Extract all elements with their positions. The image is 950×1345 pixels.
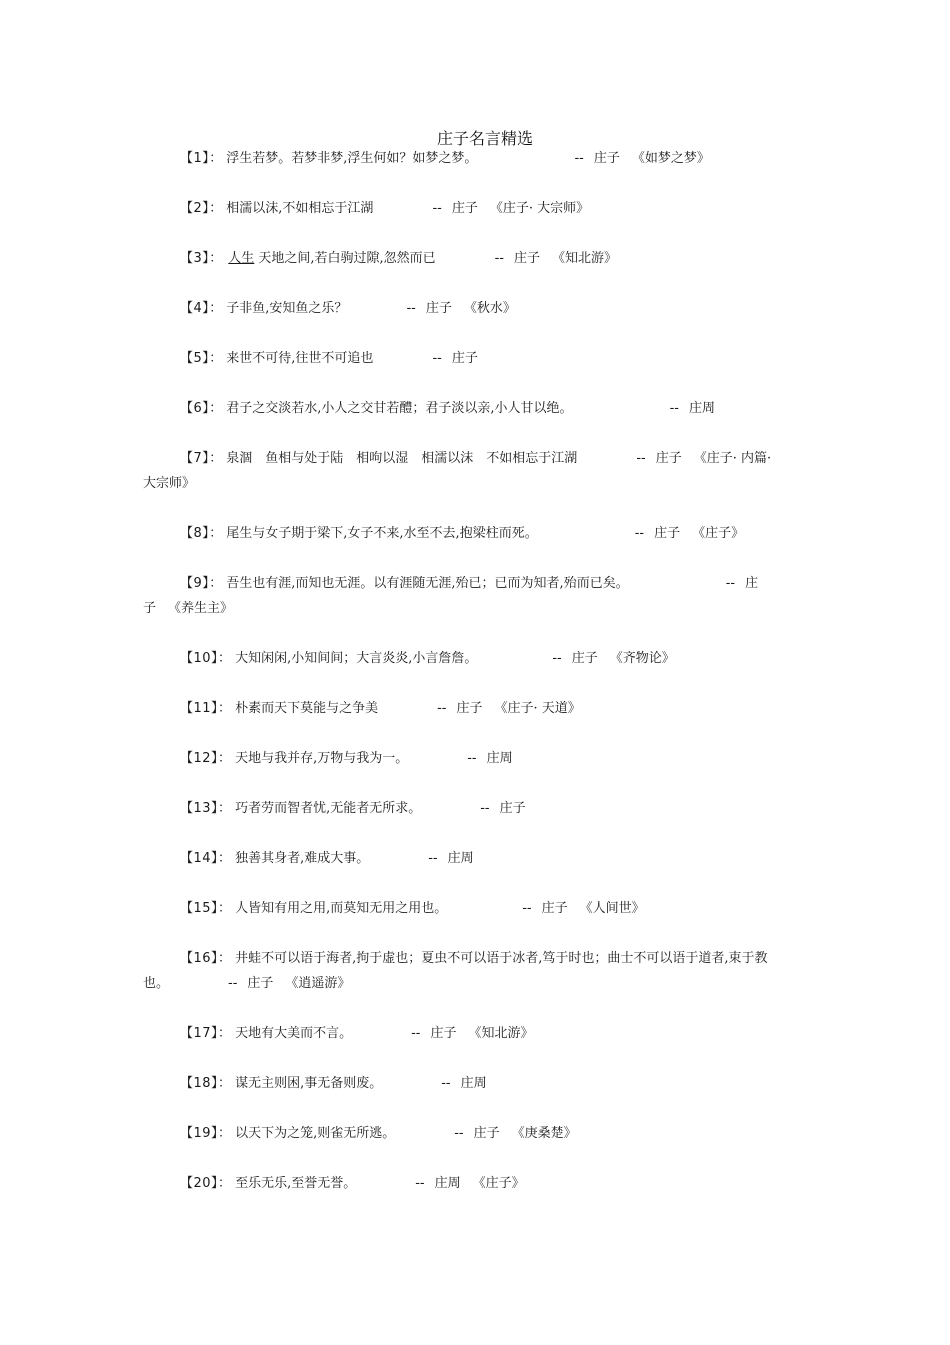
quote-source: 《知北游》: [468, 1026, 534, 1041]
quote-item: [143, 446, 783, 496]
quote-author: 庄子: [473, 1126, 500, 1141]
quote-item: [143, 346, 783, 371]
quote-separator: ：: [218, 1026, 232, 1041]
quote-item: [143, 1121, 783, 1146]
quote-number: 【20】: [180, 1176, 219, 1191]
quote-number: 【1】: [180, 151, 210, 166]
quote-dash: --: [406, 301, 416, 316]
quote-source: 《知北游》: [551, 251, 617, 266]
quote-text: 泉涸 鱼相与处于陆 相呴以湿 相濡以沫 不如相忘于江湖: [226, 451, 578, 466]
quote-dash: --: [432, 201, 442, 216]
quote-text: 以天下为之笼,则雀无所逃。: [235, 1126, 396, 1141]
quote-source: 《齐物论》: [609, 651, 675, 666]
quote-number: 【12】: [180, 751, 219, 766]
quote-author: 庄子: [499, 801, 526, 816]
quote-separator: ：: [209, 526, 223, 541]
quote-author: 庄子: [425, 301, 452, 316]
quote-item: [143, 571, 783, 621]
quote-separator: ：: [209, 301, 223, 316]
quote-author: 庄子: [571, 651, 598, 666]
quote-source: 《养生主》: [168, 601, 234, 616]
quote-dash: --: [467, 751, 477, 766]
quote-item: [143, 396, 783, 421]
quote-source: 《庄子》: [692, 526, 745, 541]
quote-separator: ：: [218, 1126, 232, 1141]
quote-text: 尾生与女子期于梁下,女子不来,水至不去,抱梁柱而死。: [226, 526, 538, 541]
quote-item: [143, 796, 783, 821]
quote-separator: ：: [218, 701, 232, 716]
quote-number: 【3】: [180, 251, 210, 266]
quote-author: 庄子: [541, 901, 568, 916]
quote-source: 《庄子· 内篇· 大宗师》: [143, 451, 772, 491]
quote-dash: --: [228, 976, 238, 991]
quote-text: 井蛙不可以语于海者,拘于虚也；夏虫不可以语于冰者,笃于时也；曲士不可以语于道者,束于教也。: [143, 951, 768, 991]
quote-separator: ：: [218, 851, 232, 866]
quote-text: 君子之交淡若水,小人之交甘若醴；君子淡以亲,小人甘以绝。: [226, 401, 573, 416]
quote-author: 庄周: [460, 1076, 487, 1091]
quote-dash: --: [437, 701, 447, 716]
quote-item: [143, 521, 783, 546]
quote-number: 【16】: [180, 951, 219, 966]
quote-text: 大知闲闲,小知间间；大言炎炎,小言詹詹。: [235, 651, 478, 666]
quote-separator: ：: [209, 201, 223, 216]
quote-text: 吾生也有涯,而知也无涯。以有涯随无涯,殆已；已而为知者,殆而已矣。: [226, 576, 629, 591]
quote-item: [143, 1071, 783, 1096]
quote-source: 《如梦之梦》: [631, 151, 710, 166]
quote-text: 浮生若梦。若梦非梦,浮生何如？如梦之梦。: [226, 151, 478, 166]
quote-underlined-prefix: 人生: [228, 251, 255, 266]
quote-dash: --: [636, 451, 646, 466]
quote-source: 《秋水》: [463, 301, 516, 316]
quote-author: 庄子: [513, 251, 540, 266]
quote-author: 庄周: [688, 401, 715, 416]
quote-separator: ：: [209, 451, 223, 466]
quote-dash: --: [552, 651, 562, 666]
quote-number: 【13】: [180, 801, 219, 816]
quote-dash: --: [454, 1126, 464, 1141]
quote-source: 《庄子》: [472, 1176, 525, 1191]
quote-separator: ：: [218, 901, 232, 916]
quote-author: 庄周: [434, 1176, 461, 1191]
quote-source: 《逍遥游》: [285, 976, 351, 991]
quote-text: 子非鱼,安知鱼之乐？: [226, 301, 348, 316]
quote-text: 来世不可待,往世不可追也: [226, 351, 374, 366]
quote-number: 【17】: [180, 1026, 219, 1041]
quote-number: 【11】: [180, 701, 219, 716]
quote-item: [143, 1021, 783, 1046]
quote-text: 巧者劳而智者忧,无能者无所求。: [235, 801, 422, 816]
quote-author: 庄子: [451, 201, 478, 216]
quote-author: 庄子: [143, 576, 759, 616]
quote-dash: --: [480, 801, 490, 816]
quote-number: 【5】: [180, 351, 210, 366]
quote-text: 朴素而天下莫能与之争美: [235, 701, 379, 716]
quote-separator: ：: [209, 151, 223, 166]
quote-number: 【15】: [180, 901, 219, 916]
quote-text: 人皆知有用之用,而莫知无用之用也。: [235, 901, 448, 916]
quote-author: 庄子: [654, 526, 681, 541]
quote-dash: --: [428, 851, 438, 866]
quote-dash: --: [494, 251, 504, 266]
quote-separator: ：: [218, 651, 232, 666]
quote-separator: ：: [209, 251, 223, 266]
quote-item: [143, 196, 783, 221]
quote-author: 庄周: [486, 751, 513, 766]
quote-number: 【10】: [180, 651, 219, 666]
quote-number: 【7】: [180, 451, 210, 466]
quote-separator: ：: [218, 1076, 232, 1091]
quote-dash: --: [574, 151, 584, 166]
quote-author: 庄子: [430, 1026, 457, 1041]
quote-text: 相濡以沫,不如相忘于江湖: [226, 201, 374, 216]
quote-separator: ：: [218, 801, 232, 816]
quote-source: 《庚桑楚》: [511, 1126, 577, 1141]
quote-number: 【9】: [180, 576, 210, 591]
quote-number: 【14】: [180, 851, 219, 866]
quote-number: 【4】: [180, 301, 210, 316]
quote-author: 庄周: [447, 851, 474, 866]
quote-item: [143, 846, 783, 871]
quote-item: [143, 696, 783, 721]
quote-text: 谋无主则困,事无备则废。: [235, 1076, 383, 1091]
quote-dash: --: [415, 1176, 425, 1191]
page-title: 庄子名言精选: [436, 129, 533, 148]
quote-separator: ：: [218, 951, 232, 966]
quote-source: 《庄子· 大宗师》: [489, 201, 590, 216]
quote-separator: ：: [218, 751, 232, 766]
quote-dash: --: [432, 351, 442, 366]
quote-source: 《庄子· 天道》: [494, 701, 581, 716]
quote-text: 天地之间,若白驹过隙,忽然而已: [258, 251, 436, 266]
quote-item: [143, 296, 783, 321]
quote-text: 至乐无乐,至誉无誉。: [235, 1176, 357, 1191]
quote-dash: --: [441, 1076, 451, 1091]
quote-dash: --: [634, 526, 645, 541]
quote-list: [143, 146, 783, 1221]
quote-dash: --: [669, 401, 679, 416]
quote-number: 【6】: [180, 401, 210, 416]
quote-author: 庄子: [593, 151, 620, 166]
quote-text: 天地与我并存,万物与我为一。: [235, 751, 409, 766]
quote-item: [143, 946, 783, 996]
quote-number: 【8】: [180, 526, 210, 541]
quote-item: [143, 246, 783, 271]
quote-author: 庄子: [655, 451, 682, 466]
quote-separator: ：: [209, 401, 223, 416]
quote-dash: --: [725, 576, 736, 591]
quote-author: 庄子: [456, 701, 483, 716]
quote-item: [143, 896, 783, 921]
quote-source: 《人间世》: [579, 901, 645, 916]
quote-item: [143, 146, 783, 171]
quote-item: [143, 1171, 783, 1196]
quote-dash: --: [522, 901, 532, 916]
quote-dash: --: [411, 1026, 421, 1041]
quote-text: 独善其身者,难成大事。: [235, 851, 370, 866]
quote-separator: ：: [209, 351, 223, 366]
quote-author: 庄子: [451, 351, 478, 366]
quote-text: 天地有大美而不言。: [235, 1026, 353, 1041]
quote-separator: ：: [209, 576, 223, 591]
quote-number: 【2】: [180, 201, 210, 216]
quote-item: [143, 646, 783, 671]
quote-number: 【19】: [180, 1126, 219, 1141]
quote-number: 【18】: [180, 1076, 219, 1091]
quote-separator: ：: [218, 1176, 232, 1191]
quote-author: 庄子: [247, 976, 274, 991]
quote-item: [143, 746, 783, 771]
